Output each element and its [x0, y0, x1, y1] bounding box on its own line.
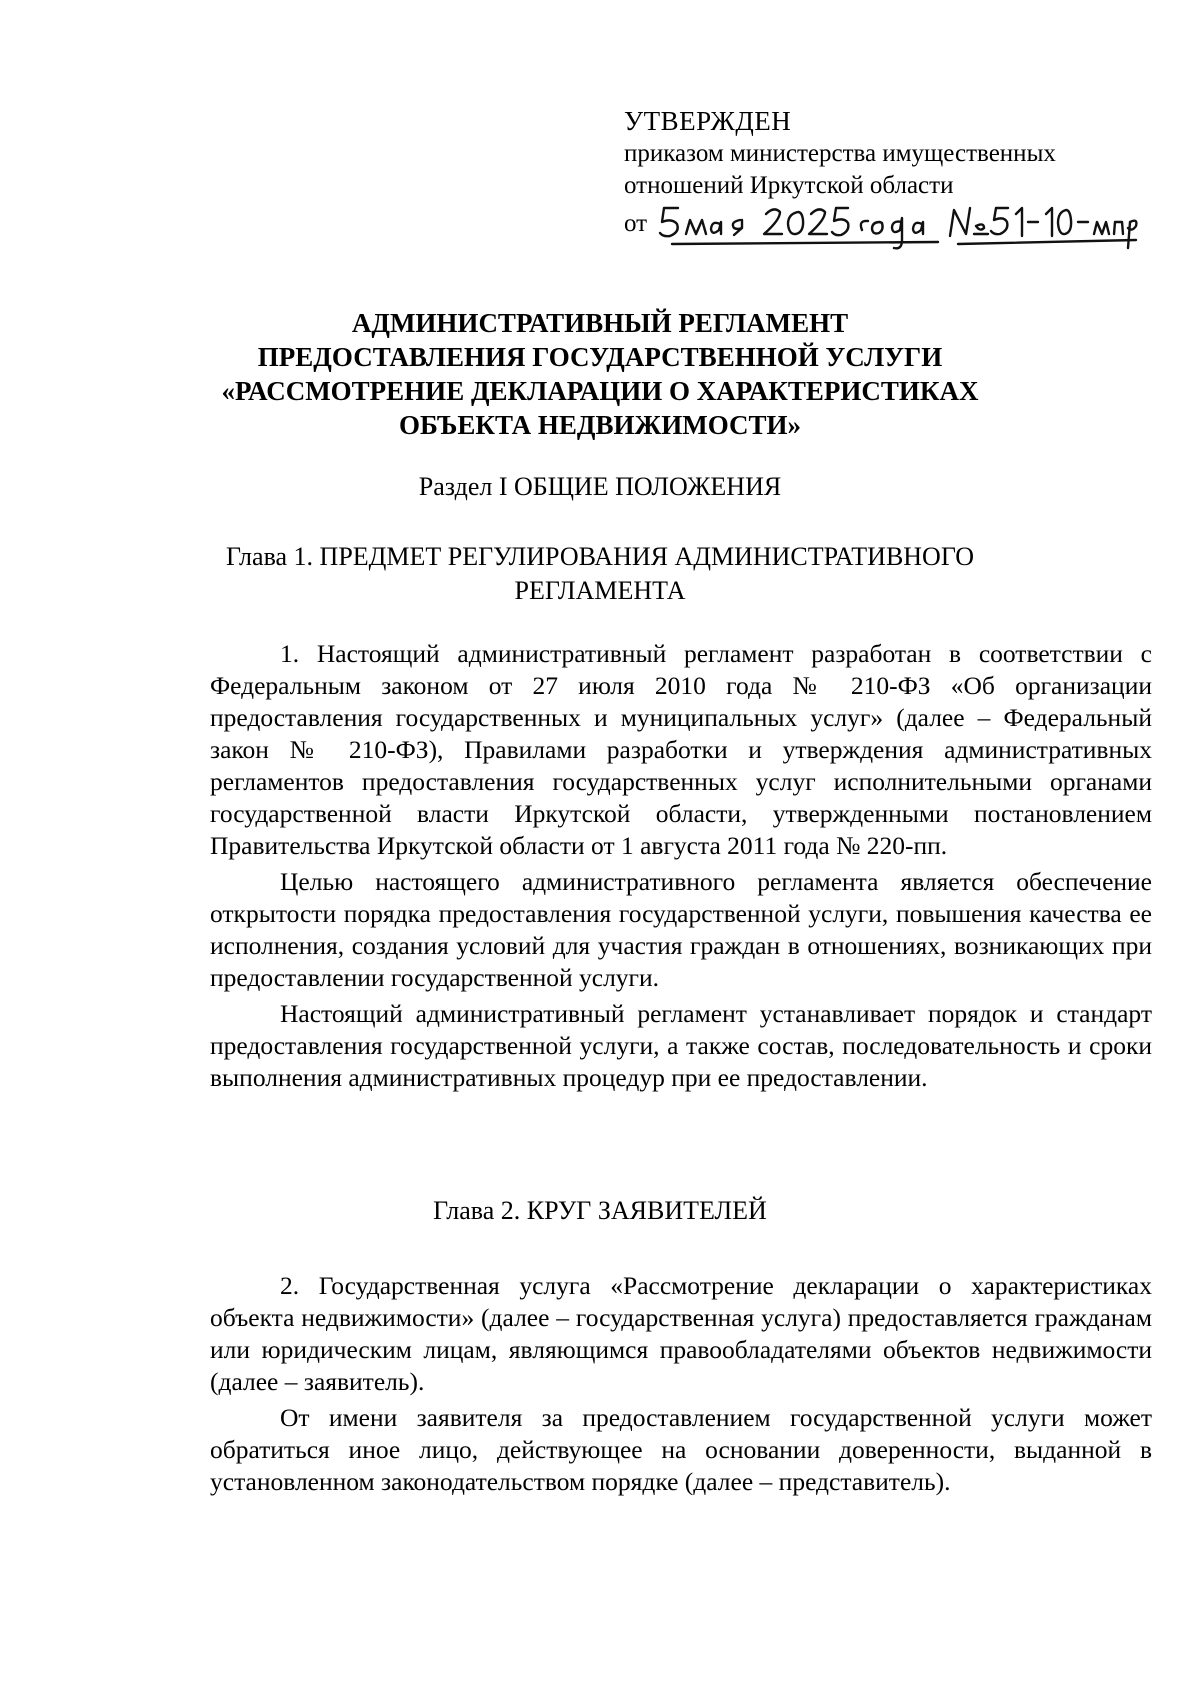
- paragraph: 1. Настоящий административный регламент разработан в соответствии с Федеральным законом от 27 июля 2010 года № 210-ФЗ «Об организации предоставления государственных и муниципальных услуг» (далее – Федеральный закон № 210-ФЗ), Правилами разработки и утверждения административных регламентов предоставления государственных услуг исполнительными органами государственной власти Иркутской области, утвержденными постановлением Правительства Иркутской области от 1 августа 2011 года № 220-пп.: [210, 639, 1152, 860]
- chapter-2-body: [210, 1270, 1152, 1498]
- approval-line-1: приказом министерства имущественных: [624, 140, 1056, 167]
- approval-date-line: [624, 202, 1144, 242]
- approval-title: УТВЕРЖДЕН: [624, 106, 792, 136]
- handwritten-date-number: [658, 192, 1138, 254]
- chapter-1-heading: [180, 540, 1020, 608]
- paragraph: Целью настоящего административного регламента является обеспечение открытости порядка предоставления государственной услуги, повышения качества ее исполнения, создания условий для участия граждан в отношениях, возникающих при предоставлении государственной услуги.: [210, 867, 1152, 992]
- chapter-1-heading-line-1: Глава 1. ПРЕДМЕТ РЕГУЛИРОВАНИЯ АДМИНИСТРАТИВНОГО: [225, 542, 974, 571]
- title-line: ОБЪЕКТА НЕДВИЖИМОСТИ»: [398, 410, 802, 440]
- chapter-2-heading: Глава 2. КРУГ ЗАЯВИТЕЛЕЙ: [433, 1196, 767, 1225]
- section-heading: Раздел I ОБЩИЕ ПОЛОЖЕНИЯ: [418, 472, 782, 501]
- title-line: «РАССМОТРЕНИЕ ДЕКЛАРАЦИИ О ХАРАКТЕРИСТИКАХ: [221, 376, 979, 406]
- document-title: [180, 306, 1020, 442]
- paragraph: 2. Государственная услуга «Рассмотрение декларации о характеристиках объекта недвижимости» (далее – государственная услуга) предоставляется гражданам или юридическим лицам, являющимся правообладателями объектов недвижимости (далее – заявитель).: [210, 1271, 1152, 1396]
- chapter-1-heading-line-2: РЕГЛАМЕНТА: [514, 576, 686, 605]
- title-line: АДМИНИСТРАТИВНЫЙ РЕГЛАМЕНТ: [351, 308, 849, 338]
- approval-date-prefix: от: [624, 210, 648, 237]
- chapter-1-body: [210, 638, 1152, 1094]
- approval-stamp: [624, 104, 1144, 242]
- paragraph: От имени заявителя за предоставлением государственной услуги может обратиться иное лицо, действующее на основании доверенности, выданной в установленном законодательством порядке (далее – представитель).: [210, 1403, 1152, 1496]
- paragraph: Настоящий административный регламент устанавливает порядок и стандарт предоставления государственной услуги, а также состав, последовательность и сроки выполнения административных процедур при ее предоставлении.: [210, 999, 1152, 1092]
- approval-line-2: отношений Иркутской области: [624, 172, 954, 199]
- title-line: ПРЕДОСТАВЛЕНИЯ ГОСУДАРСТВЕННОЙ УСЛУГИ: [257, 342, 943, 372]
